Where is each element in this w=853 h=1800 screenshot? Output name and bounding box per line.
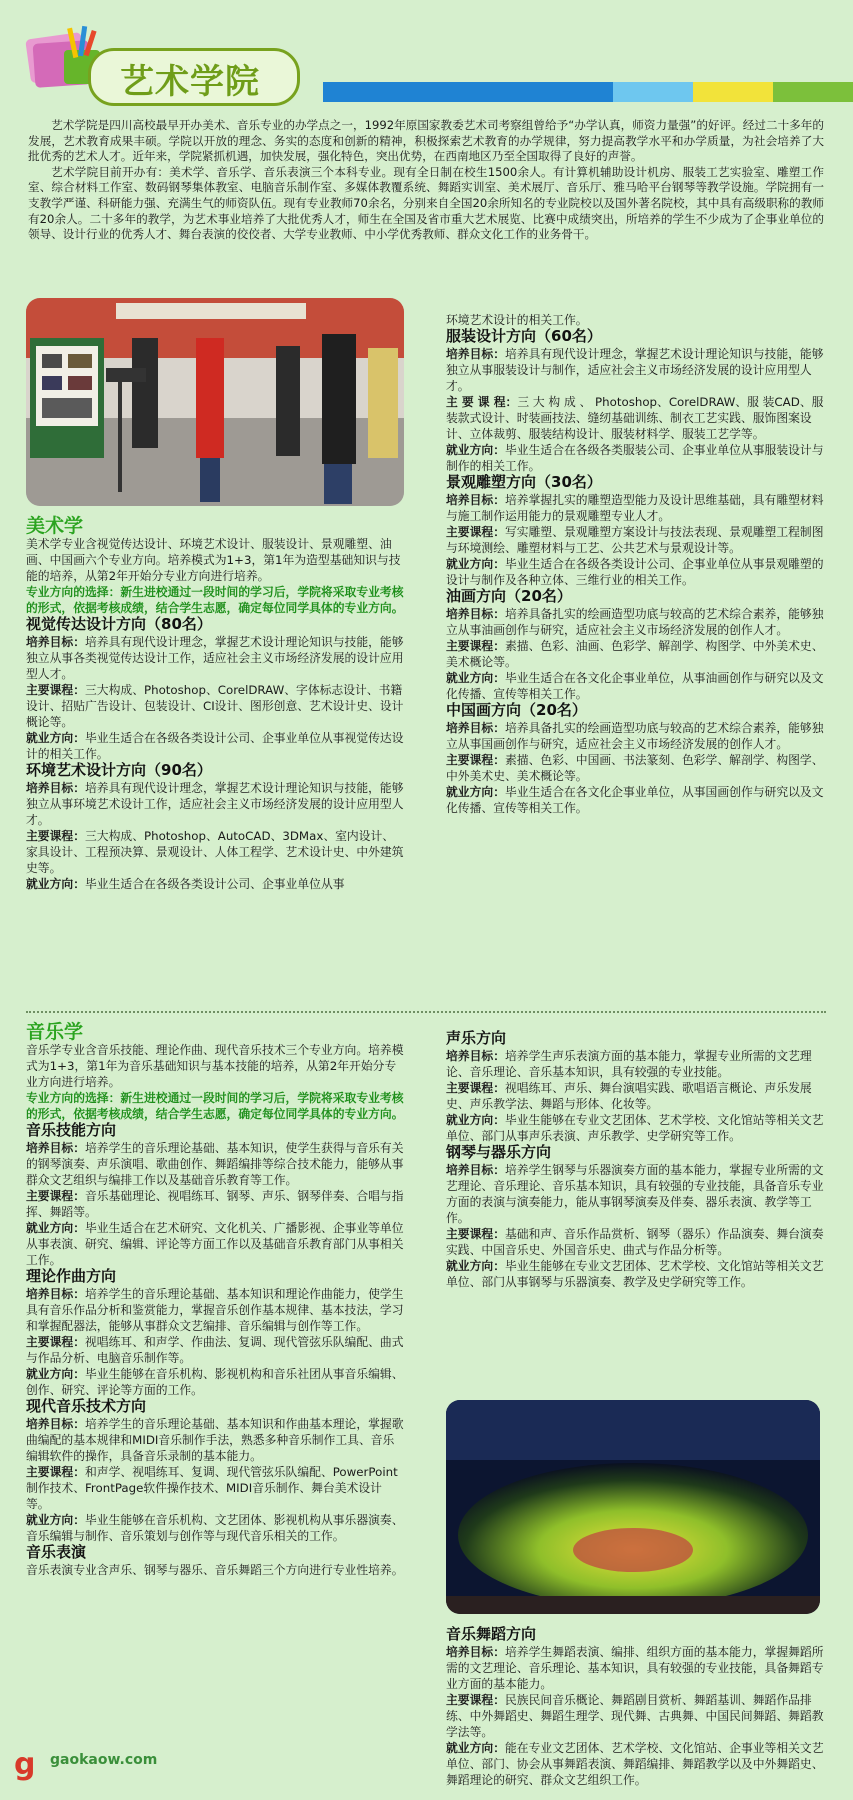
goal-label: 培养目标： bbox=[446, 493, 505, 507]
courses-label: 主要课程： bbox=[26, 1189, 85, 1203]
youhua-courses: 素描、色彩、油画、色彩学、解剖学、构图学、中外美术史、美术概论等。 bbox=[446, 639, 824, 669]
shengyue-jobs: 毕业生能够在专业文艺团体、艺术学校、文化馆站等相关文艺单位、部门从事声乐表演、声乐教学、史学研究等工作。 bbox=[446, 1113, 824, 1143]
header-color-bars bbox=[323, 82, 853, 102]
goal-label: 培养目标： bbox=[26, 1287, 85, 1301]
fuzhuang-jobs: 毕业生适合在各级各类服装公司、企事业单位从事服装设计与制作的相关工作。 bbox=[446, 443, 824, 473]
goal-label: 培养目标： bbox=[446, 1645, 505, 1659]
lilun-courses: 视唱练耳、和声学、作曲法、复调、现代管弦乐队编配、曲式与作品分析、电脑音乐制作等。 bbox=[26, 1335, 404, 1365]
section-divider bbox=[26, 1011, 826, 1013]
fuzhuang-title: 服装设计方向（60名） bbox=[446, 327, 602, 345]
courses-label: 主要课程： bbox=[26, 683, 85, 697]
jobs-label: 就业方向： bbox=[446, 1113, 505, 1127]
intro-paragraph: 艺术学院目前开办有：美术学、音乐学、音乐表演三个本科专业。现有全日制在校生1500余人。有计算机辅助设计机房、服装工艺实验室、雕塑工作室、综合材料工作室、数码钢琴集体教室、电脑音乐制作室、多媒体教覆系统、舞蹈实训室、美术展厅、音乐厅、雅马哈平台钢琴等教学设施。学院拥有一支教学严谨、科研能力强、充满生气的师资队伍。现有专业教师70余名，分别来自全国20余所知名的专业院校以及国外著名院校，其中具有高级职称的教师有20余人。二十多年的教学，为艺术事业培养了大批优秀人才，师生在全国及省市重大艺术展览、比赛中成绩突出，所培养的学生不少成为了企事业单位的领导、设计行业的优秀人才、舞台表演的佼佼者、大学专业教师、中小学优秀教师、群众文化工作的业务骨干。 bbox=[28, 164, 824, 242]
courses-label: 主要课程： bbox=[446, 1693, 505, 1707]
shengyue-goal: 培养学生声乐表演方面的基本能力，掌握专业所需的文艺理论、音乐理论、音乐基本知识，具有较强的专业技能。 bbox=[446, 1049, 812, 1079]
goal-label: 培养目标： bbox=[26, 635, 85, 649]
huanjing-cont: 环境艺术设计的相关工作。 bbox=[446, 313, 588, 327]
art-left-column bbox=[26, 515, 404, 892]
youhua-jobs: 毕业生适合在各文化企事业单位，从事油画创作与研究以及文化传播、宣传等相关工作。 bbox=[446, 671, 824, 701]
jingguan-goal: 培养掌握扎实的雕塑造型能力及设计思维基础，具有雕塑材料与施工制作运用能力的景观雕塑专业人才。 bbox=[446, 493, 824, 523]
shijue-title: 视觉传达设计方向（80名） bbox=[26, 615, 212, 633]
watermark-text: gaokaow.com bbox=[50, 1752, 158, 1768]
color-bar bbox=[773, 82, 853, 102]
jobs-label: 就业方向： bbox=[446, 671, 505, 685]
huanjing-goal: 培养具有现代设计理念，掌握艺术设计理论知识与技能，能够独立从事环境艺术设计工作，适应社会主义市场经济发展的设计应用型人才。 bbox=[26, 781, 404, 827]
xiandai-goal: 培养学生的音乐理论基础、基本知识和作曲基本理论，掌握歌曲编配的基本规律和MIDI音乐制作手法，熟悉多种音乐制作工具、音乐编辑软件的操作，具备音乐录制的基本能力。 bbox=[26, 1417, 404, 1463]
color-bar bbox=[463, 82, 613, 102]
jineng-title: 音乐技能方向 bbox=[26, 1121, 117, 1139]
gangqin-title: 钢琴与器乐方向 bbox=[446, 1143, 552, 1161]
wudao-column bbox=[446, 1626, 826, 1788]
shengyue-courses: 视唱练耳、声乐、舞台演唱实践、歌唱语言概论、声乐发展史、声乐教学法、舞蹈与形体、化妆等。 bbox=[446, 1081, 812, 1111]
courses-label: 主要课程： bbox=[446, 525, 505, 539]
courses-label: 主要课程： bbox=[446, 753, 505, 767]
art-right-column bbox=[446, 312, 826, 816]
lilun-title: 理论作曲方向 bbox=[26, 1267, 117, 1285]
guohua-jobs: 毕业生适合在各文化企事业单位，从事国画创作与研究以及文化传播、宣传等相关工作。 bbox=[446, 785, 824, 815]
color-bar bbox=[693, 82, 773, 102]
dance-photo-image bbox=[446, 1400, 820, 1614]
dance-performance-photo bbox=[446, 1400, 820, 1614]
campus-photo bbox=[26, 298, 404, 506]
jobs-label: 就业方向： bbox=[26, 877, 85, 891]
biaoyan-desc: 音乐表演专业含声乐、钢琴与器乐、音乐舞蹈三个方向进行专业性培养。 bbox=[26, 1563, 404, 1577]
goal-label: 培养目标： bbox=[446, 347, 505, 361]
courses-label: 主要课程： bbox=[446, 639, 505, 653]
xiandai-courses: 和声学、视唱练耳、复调、现代管弦乐队编配、PowerPoint制作技术、FrontPage软件操作技术、MIDI音乐制作、舞台美术设计等。 bbox=[26, 1465, 398, 1511]
jobs-label: 就业方向： bbox=[26, 1513, 85, 1527]
jobs-label: 就业方向： bbox=[446, 1741, 505, 1755]
guohua-goal: 培养具备扎实的绘画造型功底与较高的艺术综合素养，能够独立从事国画创作与研究，适应社会主义市场经济发展的创作人才。 bbox=[446, 721, 824, 751]
huanjing-courses: 三大构成、Photoshop、AutoCAD、3DMax、室内设计、家具设计、工程预决算、景观设计、人体工程学、艺术设计史、中外建筑史等。 bbox=[26, 829, 404, 875]
intro-paragraph: 艺术学院是四川高校最早开办美术、音乐专业的办学点之一，1992年原国家教委艺术司考察组曾给予“办学认真，师资力量强”的好评。经过二十多年的发展，艺术教育成果丰硕。学院以开放的理念、务实的态度和创新的精神，积极探索艺术教育的办学规律，努力提高教学水平和办学质量，为社会培养了大批优秀的艺术人才。近年来，学院紧抓机遇，加快发展，强化特色，突出优势，在西南地区乃至全国取得了良好的声誉。 bbox=[28, 118, 824, 164]
yinyue-desc: 音乐学专业含音乐技能、理论作曲、现代音乐技术三个专业方向。培养模式为1+3，第1年为音乐基础知识与基本技能的培养，从第2年开始分专业方向进行培养。 bbox=[26, 1043, 404, 1089]
jingguan-courses: 写实雕塑、景观雕塑方案设计与技法表现、景观雕塑工程制图与环境测绘、雕塑材料与工艺、公共艺术与景观设计等。 bbox=[446, 525, 824, 555]
yinyue-note: 专业方向的选择：新生进校通过一段时间的学习后，学院将采取专业考核的形式，依据考核成绩，结合学生志愿，确定每位同学具体的专业方向。 bbox=[26, 1091, 404, 1121]
page-title: 艺术学院 bbox=[120, 62, 260, 102]
biaoyan-title: 音乐表演 bbox=[26, 1543, 87, 1561]
goal-label: 培养目标： bbox=[446, 1049, 505, 1063]
goal-label: 培养目标： bbox=[446, 607, 505, 621]
fuzhuang-courses: 三 大 构 成 、 Photoshop、CorelDRAW、服 装CAD、服装款式设计、时装画技法、缝纫基础训练、制衣工艺实践、服饰图案设计、立体裁剪、服装结构设计、服装材料学、服装工艺学等。 bbox=[446, 395, 824, 441]
intro bbox=[28, 118, 824, 243]
header bbox=[0, 0, 853, 110]
jobs-label: 就业方向： bbox=[446, 785, 505, 799]
jingguan-jobs: 毕业生适合在各级各类设计公司、企事业单位从事景观雕塑的设计与制作及各种立体、三维行业的相关工作。 bbox=[446, 557, 824, 587]
wudao-jobs: 能在专业文艺团体、艺术学校、文化馆站、企事业等相关文艺单位、部门、协会从事舞蹈表演、舞蹈编排、舞蹈教学以及中外舞蹈史、舞蹈理论的研究、群众文艺组织工作。 bbox=[446, 1741, 824, 1787]
courses-label: 主要课程： bbox=[446, 1081, 505, 1095]
shijue-goal: 培养具有现代设计理念，掌握艺术设计理论知识与技能，能够独立从事各类视觉传达设计工作，适应社会主义市场经济发展的设计应用型人才。 bbox=[26, 635, 404, 681]
huanjing-title: 环境艺术设计方向（90名） bbox=[26, 761, 212, 779]
courses-label: 主要课程： bbox=[26, 1465, 85, 1479]
campus-photo-image bbox=[26, 298, 404, 506]
jineng-goal: 培养学生的音乐理论基础、基本知识，使学生获得与音乐有关的钢琴演奏、声乐演唱、歌曲创作、舞蹈编排等综合技术能力，能够从事群众文艺组织与编排工作以及基础音乐教育等工作。 bbox=[26, 1141, 404, 1187]
guohua-title: 中国画方向（20名） bbox=[446, 701, 587, 719]
huanjing-jobs: 毕业生适合在各级各类设计公司、企事业单位从事 bbox=[85, 877, 345, 891]
courses-label: 主 要 课 程： bbox=[446, 395, 518, 409]
fuzhuang-goal: 培养具有现代设计理念，掌握艺术设计理论知识与技能，能够独立从事服装设计与制作，适应社会主义市场经济发展的设计应用型人才。 bbox=[446, 347, 824, 393]
yinyue-title: 音乐学 bbox=[26, 1021, 84, 1043]
youhua-goal: 培养具备扎实的绘画造型功底与较高的艺术综合素养，能够独立从事油画创作与研究，适应社会主义市场经济发展的创作人才。 bbox=[446, 607, 824, 637]
color-bar bbox=[613, 82, 693, 102]
goal-label: 培养目标： bbox=[26, 781, 85, 795]
jineng-courses: 音乐基础理论、视唱练耳、钢琴、声乐、钢琴伴奏、合唱与指挥、舞蹈等。 bbox=[26, 1189, 404, 1219]
shijue-jobs: 毕业生适合在各级各类设计公司、企事业单位从事视觉传达设计的相关工作。 bbox=[26, 731, 404, 761]
wudao-goal: 培养学生舞蹈表演、编排、组织方面的基本能力，掌握舞蹈所需的文艺理论、音乐理论、基本知识，具有较强的专业技能，具备舞蹈专业方面的基本能力。 bbox=[446, 1645, 824, 1691]
goal-label: 培养目标： bbox=[446, 1163, 505, 1177]
wudao-courses: 民族民间音乐概论、舞蹈剧目赏析、舞蹈基训、舞蹈作品排练、中外舞蹈史、舞蹈生理学、现代舞、古典舞、中国民间舞蹈、舞蹈教学法等。 bbox=[446, 1693, 824, 1739]
music-right-column bbox=[446, 1030, 826, 1290]
courses-label: 主要课程： bbox=[26, 829, 85, 843]
guohua-courses: 素描、色彩、中国画、书法篆刻、色彩学、解剖学、构图学、中外美术史、美术概论等。 bbox=[446, 753, 824, 783]
xiandai-jobs: 毕业生能够在音乐机构、文艺团体、影视机构从事乐器演奏、音乐编辑与制作、音乐策划与创作等与现代音乐相关的工作。 bbox=[26, 1513, 404, 1543]
goal-label: 培养目标： bbox=[446, 721, 505, 735]
jobs-label: 就业方向： bbox=[26, 731, 85, 745]
music-left-column bbox=[26, 1021, 404, 1578]
lilun-goal: 培养学生的音乐理论基础、基本知识和理论作曲能力，使学生具有音乐作品分析和鉴赏能力，掌握音乐创作基本规律、基本技法，学习和掌握配器法，能够从事群众文艺编排、音乐编辑与创作等工作。 bbox=[26, 1287, 404, 1333]
shijue-courses: 三大构成、Photoshop、CorelDRAW、字体标志设计、书籍设计、招贴广告设计、包装设计、CI设计、图形创意、艺术设计史、设计概论等。 bbox=[26, 683, 404, 729]
xiandai-title: 现代音乐技术方向 bbox=[26, 1397, 147, 1415]
jineng-jobs: 毕业生适合在艺术研究、文化机关、广播影视、企事业等单位从事表演、研究、编辑、评论等方面工作以及基础音乐教育部门从事相关工作。 bbox=[26, 1221, 404, 1267]
meishu-desc: 美术学专业含视觉传达设计、环境艺术设计、服装设计、景观雕塑、油画、中国画六个专业方向。培养模式为1+3，第1年为造型基础知识与技能的培养，从第2年开始分专业方向进行培养。 bbox=[26, 537, 401, 583]
courses-label: 主要课程： bbox=[446, 1227, 505, 1241]
meishu-note: 专业方向的选择：新生进校通过一段时间的学习后，学院将采取专业考核的形式，依据考核成绩，结合学生志愿，确定每位同学具体的专业方向。 bbox=[26, 585, 404, 615]
color-bar bbox=[323, 82, 463, 102]
goal-label: 培养目标： bbox=[26, 1141, 85, 1155]
jobs-label: 就业方向： bbox=[446, 443, 505, 457]
svg-text:g: g bbox=[14, 1747, 36, 1782]
lilun-jobs: 毕业生能够在音乐机构、影视机构和音乐社团从事音乐编辑、创作、研究、评论等方面的工作。 bbox=[26, 1367, 404, 1397]
jingguan-title: 景观雕塑方向（30名） bbox=[446, 473, 602, 491]
goal-label: 培养目标： bbox=[26, 1417, 85, 1431]
shengyue-title: 声乐方向 bbox=[446, 1029, 507, 1047]
jobs-label: 就业方向： bbox=[26, 1367, 85, 1381]
jobs-label: 就业方向： bbox=[26, 1221, 85, 1235]
youhua-title: 油画方向（20名） bbox=[446, 587, 572, 605]
jobs-label: 就业方向： bbox=[446, 1259, 505, 1273]
gangqin-jobs: 毕业生能够在专业文艺团体、艺术学校、文化馆站等相关文艺单位、部门从事钢琴与乐器演奏、教学及史学研究等工作。 bbox=[446, 1259, 824, 1289]
gangqin-courses: 基础和声、音乐作品赏析、钢琴（器乐）作品演奏、舞台演奏实践、中国音乐史、外国音乐史、曲式与作品分析等。 bbox=[446, 1227, 824, 1257]
gangqin-goal: 培养学生钢琴与乐器演奏方面的基本能力，掌握专业所需的文艺理论、音乐理论、音乐基本知识，具有较强的专业技能，具备音乐专业方面的表演与演奏能力，能从事钢琴演奏及伴奏、器乐表演、教学等工作。 bbox=[446, 1163, 824, 1225]
courses-label: 主要课程： bbox=[26, 1335, 85, 1349]
jobs-label: 就业方向： bbox=[446, 557, 505, 571]
wudao-title: 音乐舞蹈方向 bbox=[446, 1625, 537, 1643]
meishu-title: 美术学 bbox=[26, 515, 84, 537]
